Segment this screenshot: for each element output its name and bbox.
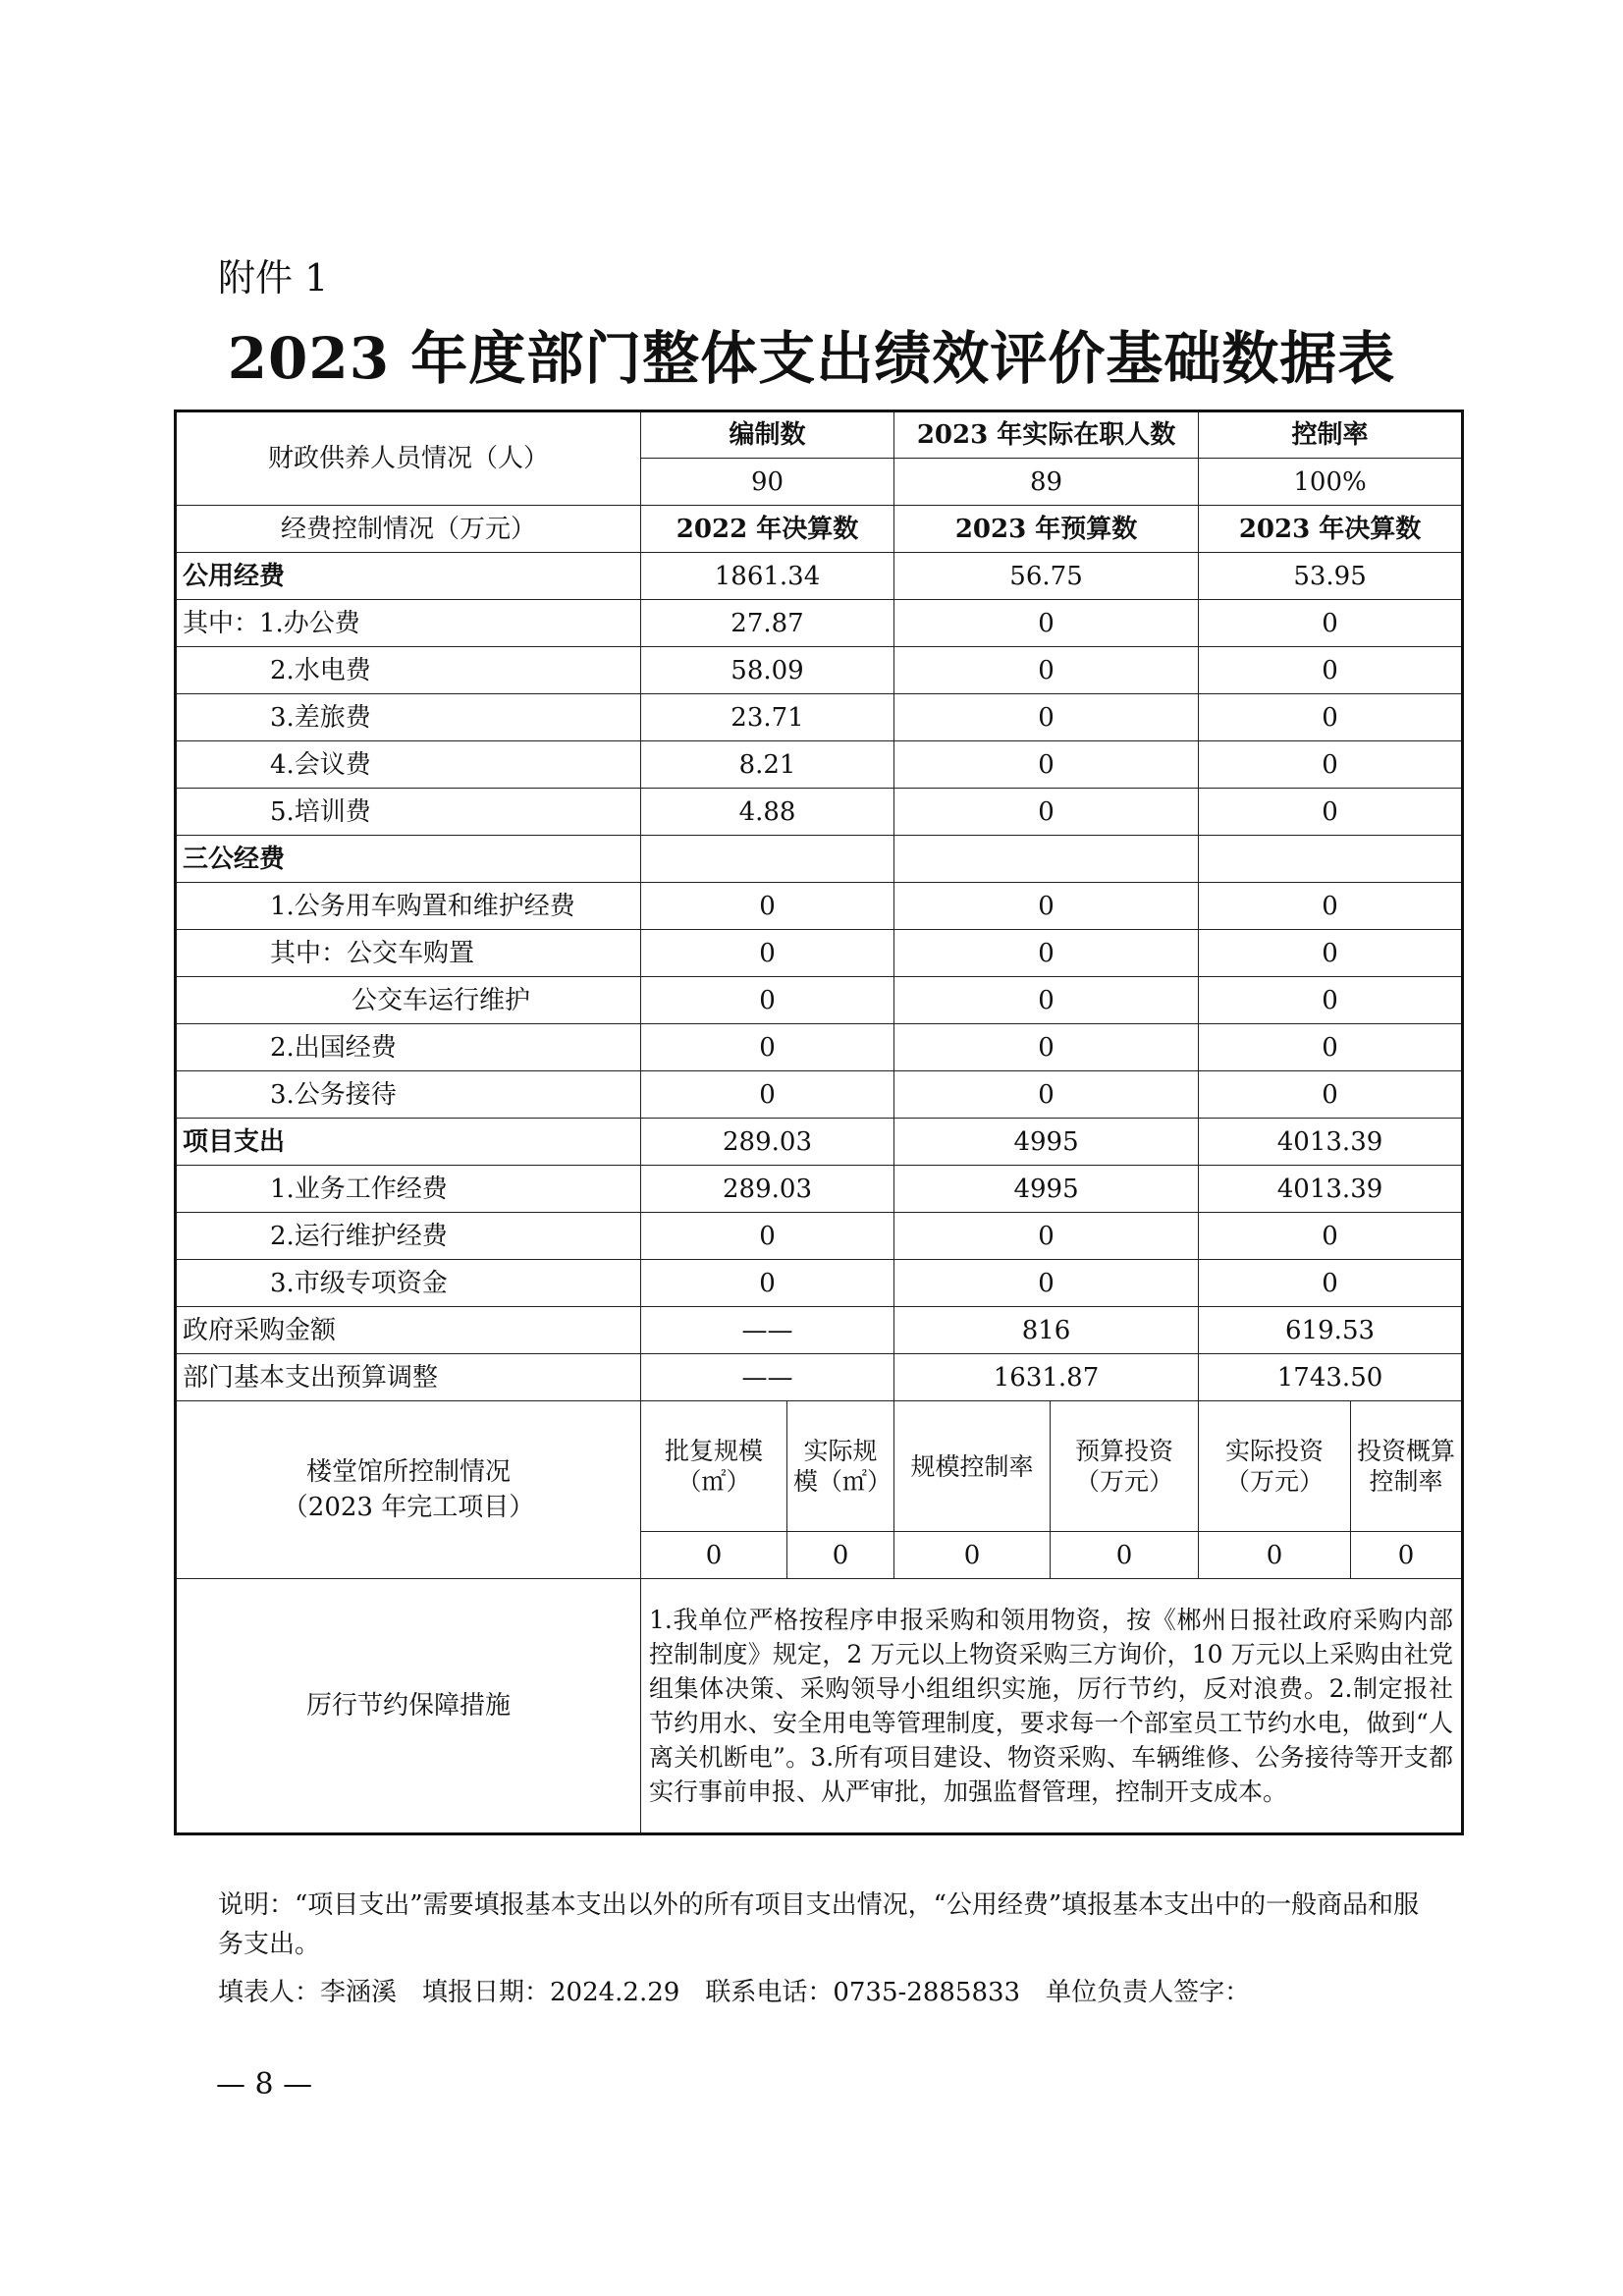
- row-value: 0: [894, 647, 1199, 694]
- building-header-scale-rate: 规模控制率: [894, 1401, 1051, 1532]
- table-row: [176, 883, 1463, 930]
- row-value: 8.21: [641, 741, 894, 789]
- row-label: 部门基本支出预算调整: [176, 1354, 641, 1401]
- row-value: 0: [894, 1260, 1199, 1307]
- building-label-line2: （2023 年完工项目）: [282, 1493, 535, 1522]
- row-label: 公用经费: [176, 553, 641, 600]
- funds-header-2023-final: 2023 年决算数: [1199, 506, 1463, 553]
- table-row: [176, 1260, 1463, 1307]
- row-value: 0: [641, 1071, 894, 1119]
- building-value-budget-invest: 0: [1051, 1532, 1199, 1579]
- row-value: 4995: [894, 1119, 1199, 1166]
- building-header-budget-invest: 预算投资（万元）: [1051, 1401, 1199, 1532]
- measures-label: 厉行节约保障措施: [176, 1579, 641, 1834]
- row-label: 1.业务工作经费: [176, 1166, 641, 1213]
- row-value: 0: [1199, 1260, 1463, 1307]
- row-value: 0: [894, 694, 1199, 741]
- funds-label: 经费控制情况（万元）: [176, 506, 641, 553]
- row-value: 0: [894, 1024, 1199, 1071]
- row-value: 0: [641, 1024, 894, 1071]
- table-row: [176, 1166, 1463, 1213]
- table-row: [176, 977, 1463, 1024]
- table-row: [176, 741, 1463, 789]
- row-value: 27.87: [641, 600, 894, 647]
- row-value: 0: [1199, 741, 1463, 789]
- table-row: [176, 1213, 1463, 1260]
- row-label: 其中：公交车购置: [176, 930, 641, 977]
- row-label: 3.公务接待: [176, 1071, 641, 1119]
- attachment-label: 附件 1: [218, 256, 329, 300]
- staff-header-quota: 编制数: [641, 411, 894, 459]
- staff-label: 财政供养人员情况（人）: [176, 411, 641, 506]
- funds-header-2023-budget: 2023 年预算数: [894, 506, 1199, 553]
- row-label: 三公经费: [176, 836, 641, 883]
- row-value: 53.95: [1199, 553, 1463, 600]
- table-row: [176, 1354, 1463, 1401]
- row-value: 816: [894, 1307, 1199, 1354]
- row-value: 4013.39: [1199, 1119, 1463, 1166]
- row-label: 其中：1.办公费: [176, 600, 641, 647]
- row-value: 56.75: [894, 553, 1199, 600]
- row-label: 政府采购金额: [176, 1307, 641, 1354]
- row-label: 2.水电费: [176, 647, 641, 694]
- row-value: ——: [641, 1307, 894, 1354]
- funds-header-2022-final: 2022 年决算数: [641, 506, 894, 553]
- row-value: 0: [641, 930, 894, 977]
- row-label: 5.培训费: [176, 789, 641, 836]
- page-title: 2023 年度部门整体支出绩效评价基础数据表: [227, 325, 1396, 392]
- row-value: 0: [1199, 1024, 1463, 1071]
- row-value: 0: [1199, 694, 1463, 741]
- row-label: 1.公务用车购置和维护经费: [176, 883, 641, 930]
- row-value: 4013.39: [1199, 1166, 1463, 1213]
- table-row: [176, 1071, 1463, 1119]
- table-row: [176, 600, 1463, 647]
- row-value: 0: [894, 789, 1199, 836]
- row-value: 4995: [894, 1166, 1199, 1213]
- staff-value-quota: 90: [641, 459, 894, 506]
- row-value: 0: [1199, 883, 1463, 930]
- measures-text: 1.我单位严格按程序申报采购和领用物资，按《郴州日报社政府采购内部控制制度》规定，2 万元以上物资采购三方询价，10 万元以上采购由社党组集体决策、采购领导小组组织实施，厉行节约，反对浪费。2.制定报社节约用水、安全用电等管理制度，要求每一个部室员工节约水电，做到“人离关机断电”。3.所有项目建设、物资采购、车辆维修、公务接待等开支都实行事前申报、从严审批，加强监督管理，控制开支成本。: [641, 1579, 1463, 1834]
- row-value: 1631.87: [894, 1354, 1199, 1401]
- row-value: 58.09: [641, 647, 894, 694]
- building-header-invest-rate: 投资概算控制率: [1351, 1401, 1463, 1532]
- table-row: [176, 836, 1463, 883]
- row-value: 0: [894, 1213, 1199, 1260]
- building-label-line1: 楼堂馆所控制情况: [305, 1457, 511, 1487]
- row-value: 0: [894, 883, 1199, 930]
- row-value: 0: [1199, 977, 1463, 1024]
- row-value: [641, 836, 894, 883]
- table-row: [176, 1119, 1463, 1166]
- table-row: [176, 647, 1463, 694]
- row-value: 0: [1199, 600, 1463, 647]
- row-value: 0: [1199, 789, 1463, 836]
- row-value: 0: [1199, 1071, 1463, 1119]
- row-label: 3.差旅费: [176, 694, 641, 741]
- table-row: [176, 789, 1463, 836]
- row-label: 2.出国经费: [176, 1024, 641, 1071]
- table-row: [176, 1024, 1463, 1071]
- row-value: 0: [1199, 930, 1463, 977]
- row-value: 4.88: [641, 789, 894, 836]
- row-label: 4.会议费: [176, 741, 641, 789]
- table-row: [176, 553, 1463, 600]
- row-value: 0: [641, 1260, 894, 1307]
- performance-data-table: [174, 410, 1464, 1835]
- row-value: 0: [894, 1071, 1199, 1119]
- row-value: 23.71: [641, 694, 894, 741]
- building-value-invest-rate: 0: [1351, 1532, 1463, 1579]
- row-value: 0: [894, 600, 1199, 647]
- staff-header-actual: 2023 年实际在职人数: [894, 411, 1199, 459]
- row-value: 619.53: [1199, 1307, 1463, 1354]
- building-header-actual-invest: 实际投资（万元）: [1199, 1401, 1351, 1532]
- row-value: 1861.34: [641, 553, 894, 600]
- table-row: [176, 930, 1463, 977]
- row-label: 项目支出: [176, 1119, 641, 1166]
- filler-info: 填表人：李涵溪 填报日期：2024.2.29 联系电话：0735-2885833 单位负责人签字：: [218, 1978, 1251, 2007]
- row-value: 0: [1199, 647, 1463, 694]
- building-value-scale-rate: 0: [894, 1532, 1051, 1579]
- row-label: 公交车运行维护: [176, 977, 641, 1024]
- table-row: [176, 1307, 1463, 1354]
- row-value: 1743.50: [1199, 1354, 1463, 1401]
- row-value: 289.03: [641, 1119, 894, 1166]
- staff-header-rate: 控制率: [1199, 411, 1463, 459]
- building-header-actual: 实际规模（㎡）: [787, 1401, 894, 1532]
- row-label: 3.市级专项资金: [176, 1260, 641, 1307]
- row-value: 0: [894, 977, 1199, 1024]
- table-note: 说明：“项目支出”需要填报基本支出以外的所有项目支出情况，“公用经费”填报基本支出中的一般商品和服务支出。: [218, 1890, 1420, 1959]
- row-value: 0: [641, 883, 894, 930]
- building-value-approved: 0: [641, 1532, 787, 1579]
- row-value: [894, 836, 1199, 883]
- page-number: — 8 —: [216, 2067, 313, 2102]
- table-row: [176, 694, 1463, 741]
- staff-value-actual: 89: [894, 459, 1199, 506]
- building-header-approved: 批复规模（㎡）: [641, 1401, 787, 1532]
- row-value: 289.03: [641, 1166, 894, 1213]
- row-label: 2.运行维护经费: [176, 1213, 641, 1260]
- row-value: 0: [641, 977, 894, 1024]
- row-value: [1199, 836, 1463, 883]
- building-label: [176, 1401, 641, 1579]
- building-value-actual-invest: 0: [1199, 1532, 1351, 1579]
- row-value: 0: [1199, 1213, 1463, 1260]
- staff-value-rate: 100%: [1199, 459, 1463, 506]
- row-value: 0: [641, 1213, 894, 1260]
- row-value: 0: [894, 930, 1199, 977]
- building-value-actual: 0: [787, 1532, 894, 1579]
- row-value: ——: [641, 1354, 894, 1401]
- row-value: 0: [894, 741, 1199, 789]
